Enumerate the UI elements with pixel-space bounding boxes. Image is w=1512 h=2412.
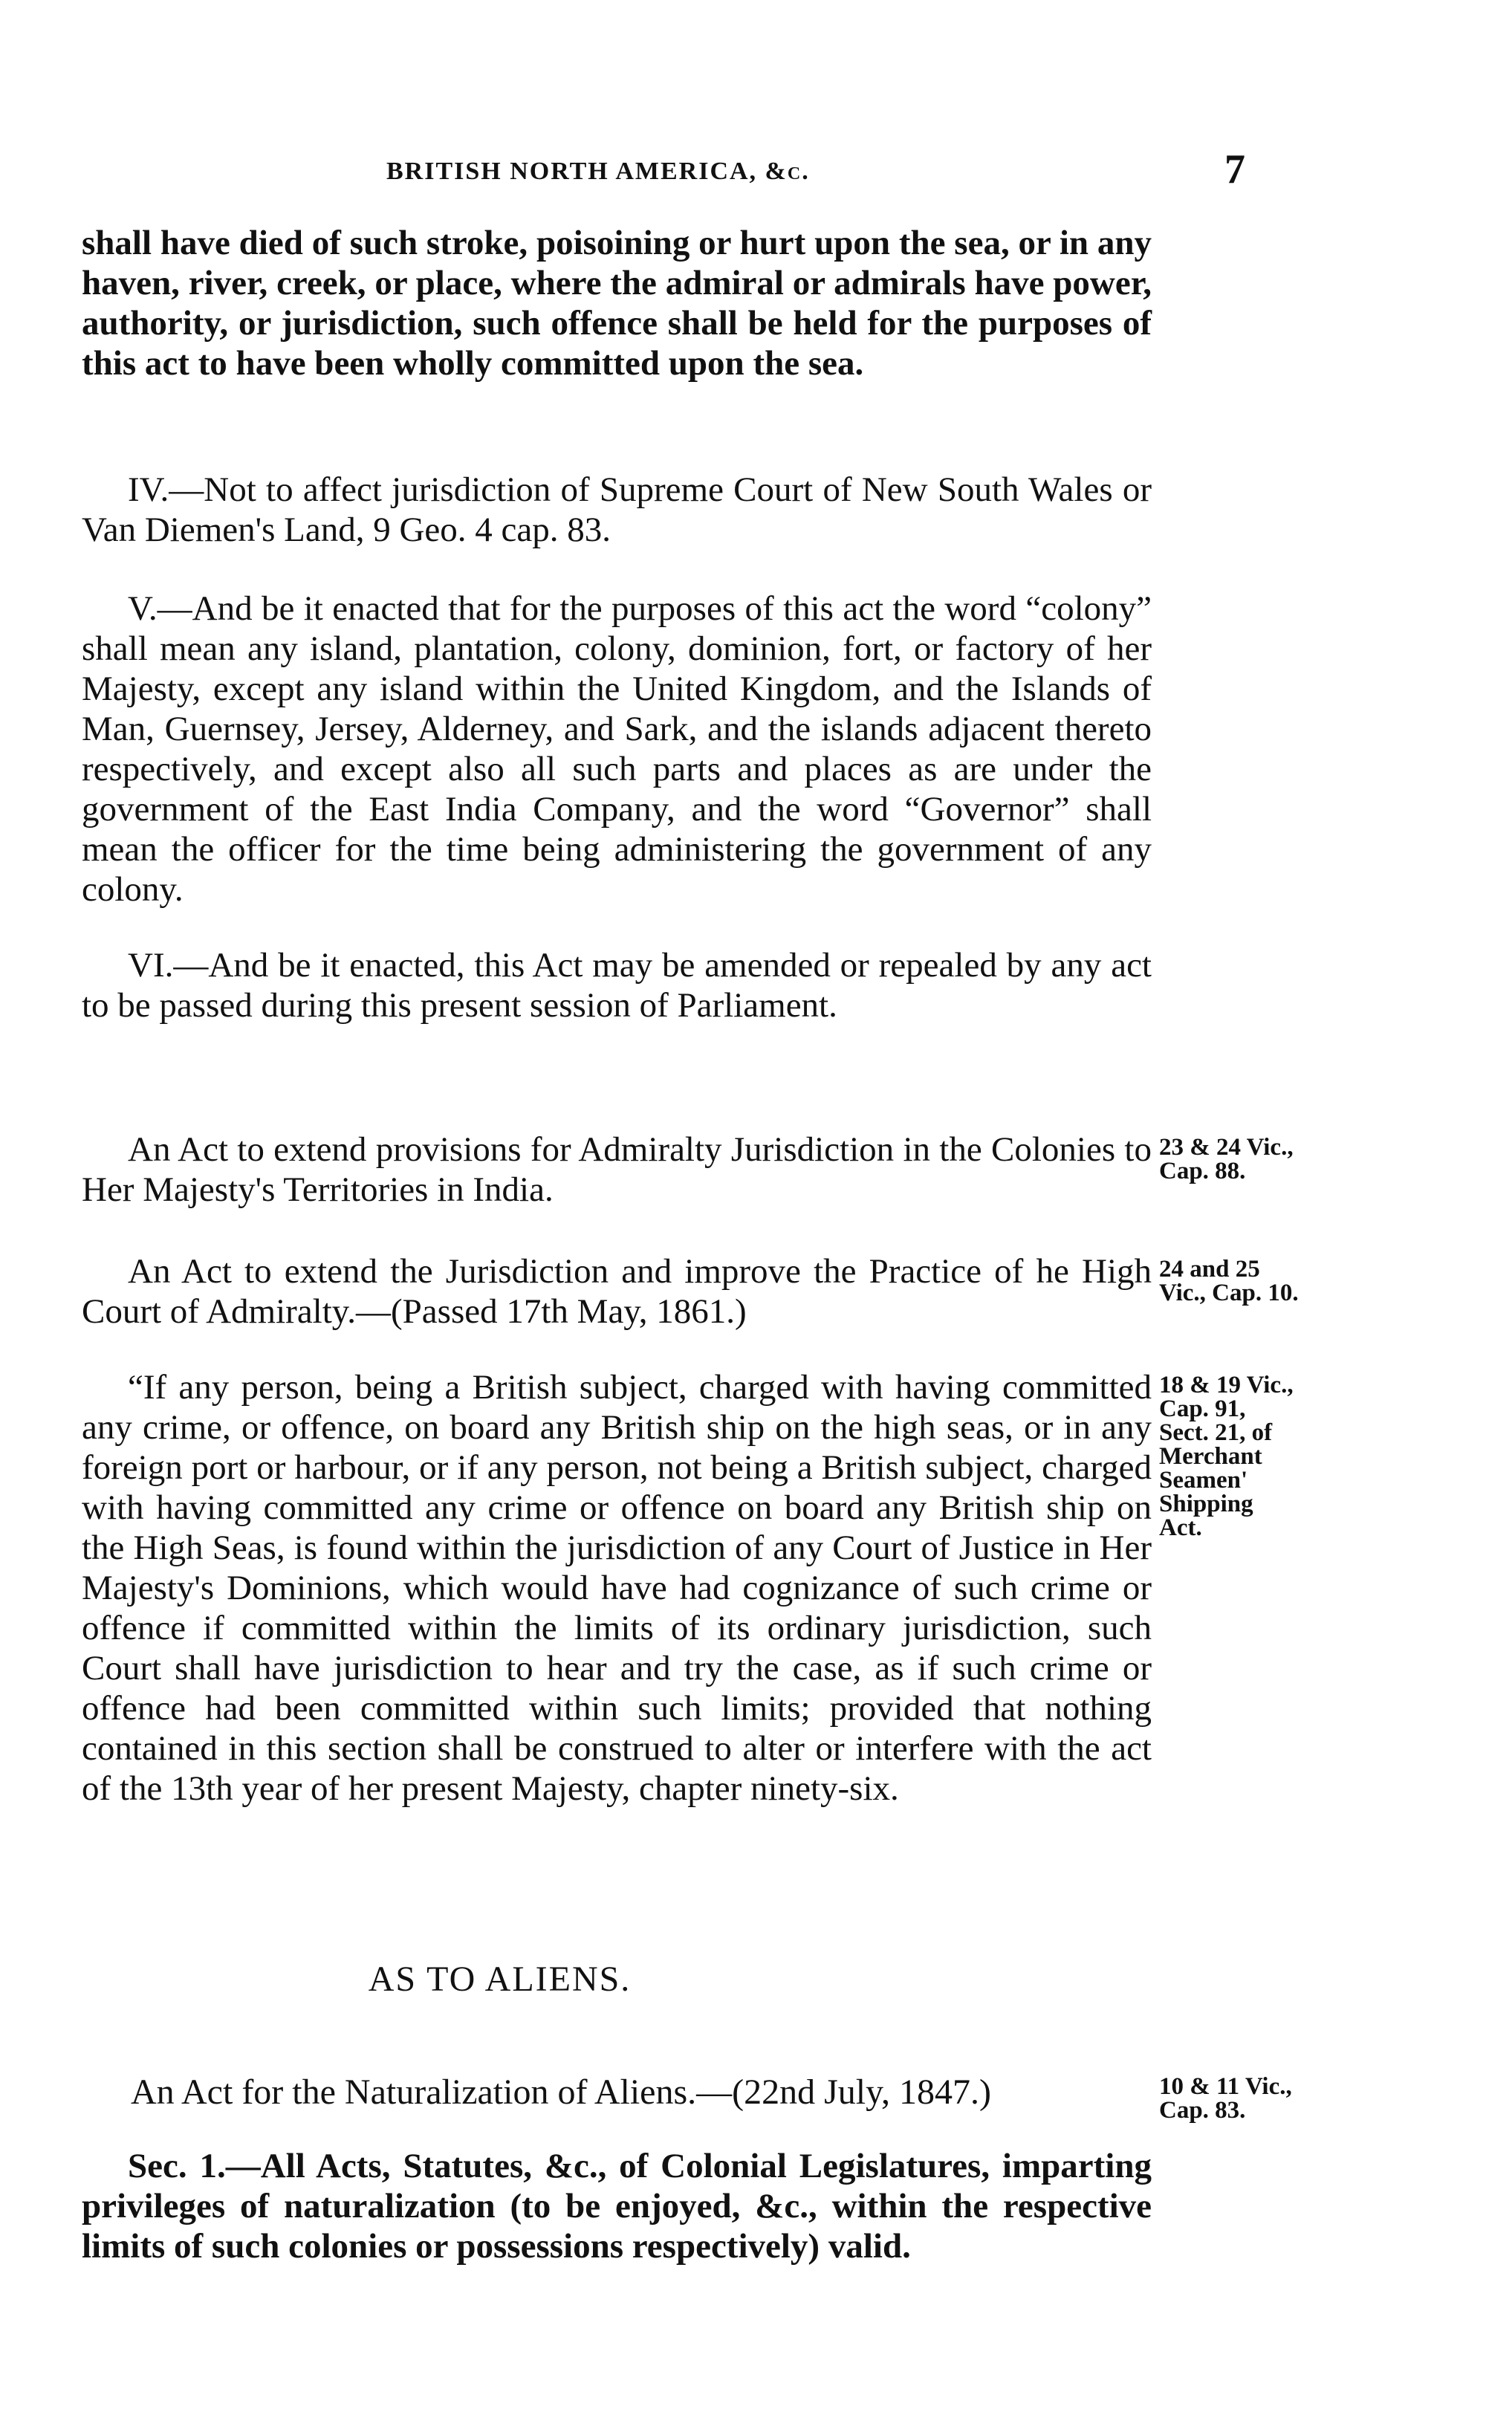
paragraph-text: “If any person, being a British subject, charged with having committed any crime, or offence, on board any British ship on the high seas, or in any foreign port or harbour, or if any person, not being a British subject, charged with having committed any crime or offence on board any British ship on the High Seas, is found within the jurisdiction of any Court of Justice in Her Majesty's Dominions, which would have had cognizance of such crime or offence if committed within the limits of its ordinary jurisdiction, such Court shall have jurisdiction to hear and try the case, as if such crime or offence had been committed within such limits; provided that nothing contained in this section shall be construed to alter or interfere with the act of the 13th year of her present Majesty, chapter ninety-six. [82,1368,1152,1808]
paragraph-text: An Act to extend the Jurisdiction and improve the Practice of he High Court of Admiralty.—(Passed 17th May, 1861.) [82,1252,1152,1331]
paragraph-text: An Act for the Naturalization of Aliens.—(22nd July, 1847.) [131,2072,991,2112]
paragraph-continuation [82,223,1152,383]
section-v [82,589,1152,910]
paragraph-text: An Act to extend provisions for Admiralty Jurisdiction in the Colonies to Her Majesty's Territories in India. [82,1130,1152,1209]
margin-note-citation: 24 and 25 Vic., Cap. 10. [1159,1256,1299,1306]
quoted-section [82,1367,1152,1809]
margin-note-citation: 18 & 19 Vic., Cap. 91, Sect. 21, of Merchant Seamen' Shipping Act. [1159,1372,1294,1541]
paragraph-text: IV.—Not to affect jurisdiction of Supreme Court of New South Wales or Van Diemen's Land, 9 Geo. 4 cap. 83. [82,470,1152,549]
running-head: BRITISH NORTH AMERICA, &c. [386,158,810,185]
section-iv [82,470,1152,550]
section-1 [82,2146,1152,2266]
margin-note-citation: 10 & 11 Vic., Cap. 83. [1159,2073,1292,2124]
section-heading: AS TO ALIENS. [368,1959,632,1999]
paragraph-text: shall have died of such stroke, poisoining or hurt upon the sea, or in any haven, river, creek, or place, where the admiral or admirals have power, authority, or jurisdiction, such offence shall be held for the purposes of this act to have been wholly committed upon the sea. [82,224,1152,383]
act-naturalization [82,2072,1152,2113]
act-india [82,1129,1152,1210]
act-high-court [82,1251,1152,1332]
margin-note-citation: 23 & 24 Vic., Cap. 88. [1159,1134,1294,1184]
paragraph-text: Sec. 1.—All Acts, Statutes, &c., of Colonial Legislatures, imparting privileges of naturalization (to be enjoyed, &c., within the respective limits of such colonies or possessions respectively) valid. [82,2147,1152,2266]
paragraph-text: V.—And be it enacted that for the purposes of this act the word “colony” shall mean any island, plantation, colony, dominion, fort, or factory of her Majesty, except any island within the United Kingdom, and the Islands of Man, Guernsey, Jersey, Alderney, and Sark, and the islands adjacent thereto respectively, and except also all such parts and places as are under the government of the East India Company, and the word “Governor” shall mean the officer for the time being administering the government of any colony. [82,589,1152,909]
section-vi [82,945,1152,1025]
page-number: 7 [1224,146,1245,192]
paragraph-text: VI.—And be it enacted, this Act may be amended or repealed by any act to be passed during this present session of Parliament. [82,946,1152,1025]
